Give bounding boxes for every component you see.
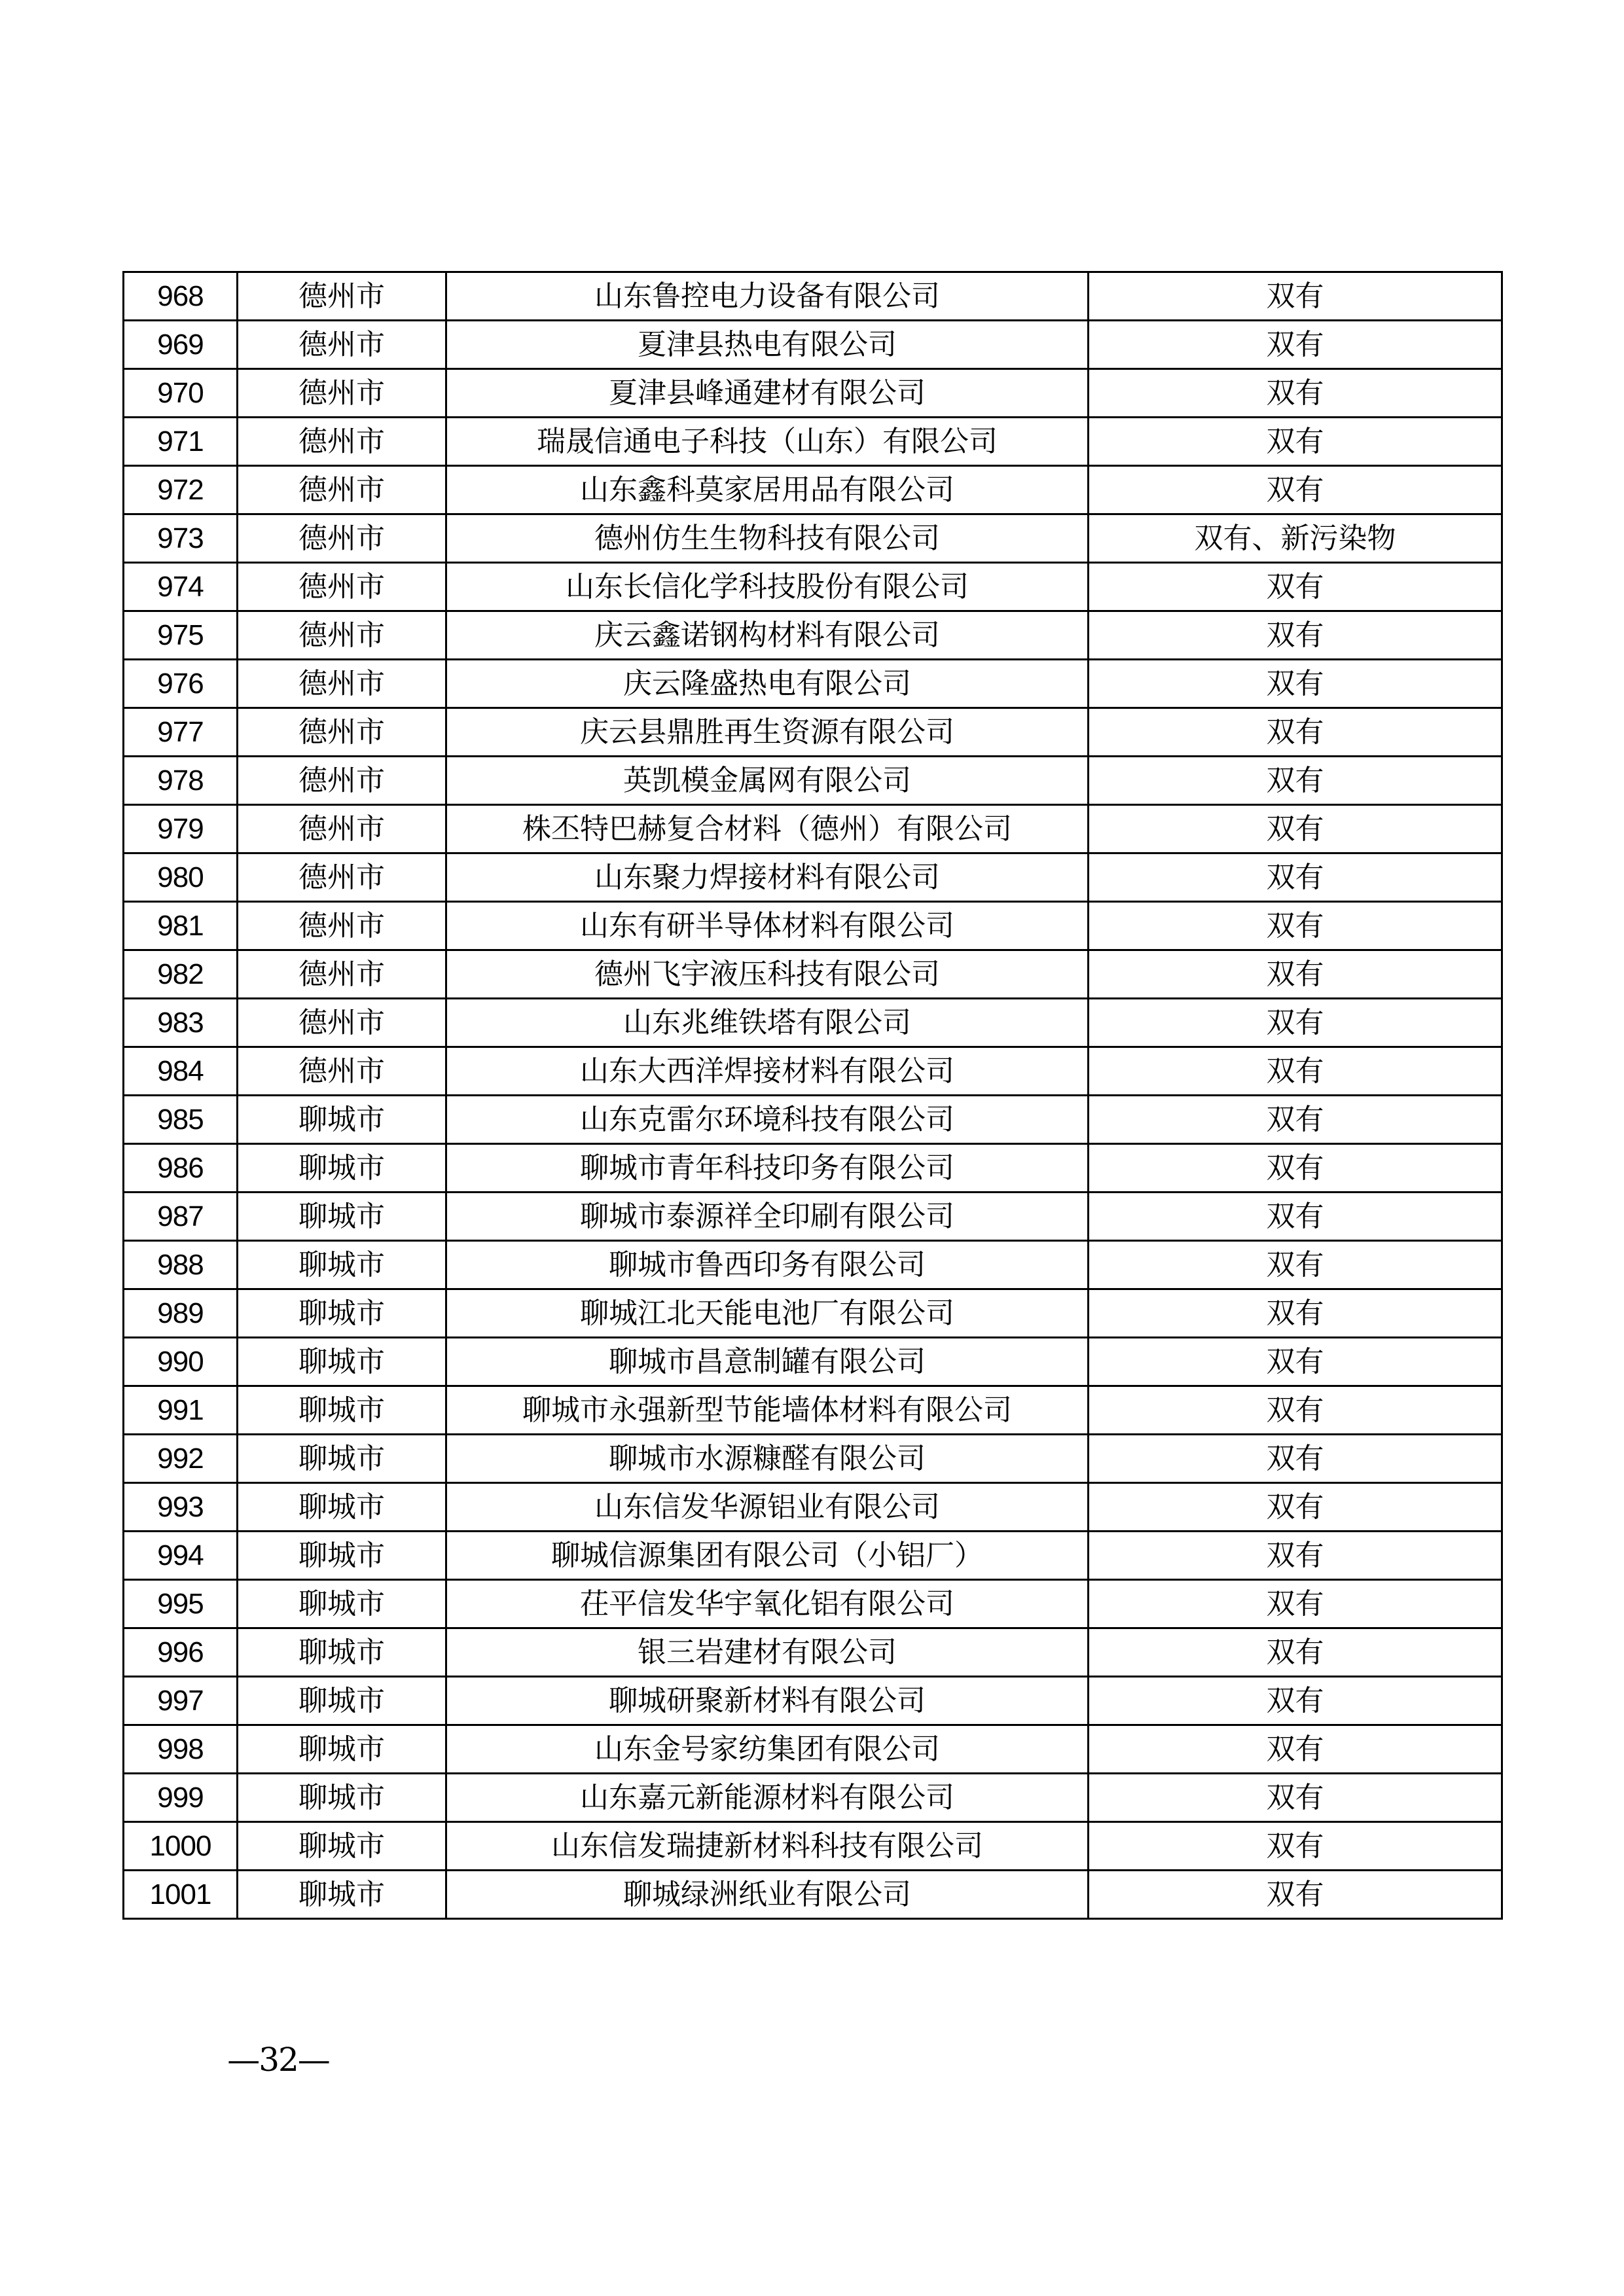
category-cell: 双有 — [1089, 660, 1502, 708]
table-row — [124, 1241, 1502, 1289]
table-row — [124, 853, 1502, 902]
city-cell: 德州市 — [238, 757, 446, 805]
city-cell: 德州市 — [238, 708, 446, 757]
table-row — [124, 708, 1502, 757]
table-row — [124, 1144, 1502, 1193]
row-number-cell: 982 — [124, 950, 238, 999]
category-cell: 双有 — [1089, 1677, 1502, 1725]
row-number-cell: 968 — [124, 272, 238, 321]
category-cell: 双有 — [1089, 466, 1502, 514]
table-row — [124, 1677, 1502, 1725]
table-row — [124, 1386, 1502, 1435]
company-name-cell: 山东兆维铁塔有限公司 — [446, 999, 1089, 1047]
city-cell: 聊城市 — [238, 1822, 446, 1871]
city-cell: 聊城市 — [238, 1338, 446, 1386]
city-cell: 德州市 — [238, 369, 446, 418]
company-name-cell: 聊城绿洲纸业有限公司 — [446, 1871, 1089, 1919]
row-number-cell: 990 — [124, 1338, 238, 1386]
table-row — [124, 1193, 1502, 1241]
category-cell: 双有 — [1089, 1338, 1502, 1386]
category-cell: 双有 — [1089, 1628, 1502, 1677]
table-row — [124, 514, 1502, 563]
row-number-cell: 999 — [124, 1774, 238, 1822]
city-cell: 德州市 — [238, 466, 446, 514]
company-name-cell: 山东嘉元新能源材料有限公司 — [446, 1774, 1089, 1822]
row-number-cell: 977 — [124, 708, 238, 757]
row-number-cell: 970 — [124, 369, 238, 418]
company-name-cell: 聊城研聚新材料有限公司 — [446, 1677, 1089, 1725]
table-row — [124, 1435, 1502, 1483]
row-number-cell: 974 — [124, 563, 238, 611]
company-name-cell: 山东长信化学科技股份有限公司 — [446, 563, 1089, 611]
category-cell: 双有 — [1089, 853, 1502, 902]
company-name-cell: 聊城江北天能电池厂有限公司 — [446, 1289, 1089, 1338]
table-row — [124, 272, 1502, 321]
table-row — [124, 1047, 1502, 1096]
company-name-cell: 聊城信源集团有限公司（小铝厂） — [446, 1532, 1089, 1580]
row-number-cell: 991 — [124, 1386, 238, 1435]
city-cell: 聊城市 — [238, 1677, 446, 1725]
table-row — [124, 563, 1502, 611]
city-cell: 德州市 — [238, 853, 446, 902]
table-row — [124, 1580, 1502, 1628]
row-number-cell: 981 — [124, 902, 238, 950]
table-row — [124, 369, 1502, 418]
company-name-cell: 瑞晟信通电子科技（山东）有限公司 — [446, 418, 1089, 466]
company-name-cell: 山东有研半导体材料有限公司 — [446, 902, 1089, 950]
city-cell: 德州市 — [238, 950, 446, 999]
city-cell: 聊城市 — [238, 1580, 446, 1628]
company-name-cell: 株丕特巴赫复合材料（德州）有限公司 — [446, 805, 1089, 853]
table-row — [124, 611, 1502, 660]
row-number-cell: 1001 — [124, 1871, 238, 1919]
category-cell: 双有 — [1089, 1483, 1502, 1532]
category-cell: 双有 — [1089, 1532, 1502, 1580]
table-row — [124, 1532, 1502, 1580]
city-cell: 德州市 — [238, 418, 446, 466]
company-name-cell: 茌平信发华宇氧化铝有限公司 — [446, 1580, 1089, 1628]
row-number-cell: 997 — [124, 1677, 238, 1725]
city-cell: 德州市 — [238, 321, 446, 369]
city-cell: 聊城市 — [238, 1532, 446, 1580]
table-row — [124, 321, 1502, 369]
table-row — [124, 1289, 1502, 1338]
category-cell: 双有 — [1089, 369, 1502, 418]
city-cell: 德州市 — [238, 660, 446, 708]
company-name-cell: 德州仿生生物科技有限公司 — [446, 514, 1089, 563]
city-cell: 聊城市 — [238, 1193, 446, 1241]
category-cell: 双有 — [1089, 1047, 1502, 1096]
category-cell: 双有 — [1089, 999, 1502, 1047]
company-name-cell: 山东信发瑞捷新材料科技有限公司 — [446, 1822, 1089, 1871]
category-cell: 双有 — [1089, 563, 1502, 611]
category-cell: 双有 — [1089, 708, 1502, 757]
table-row — [124, 757, 1502, 805]
table-row — [124, 1774, 1502, 1822]
row-number-cell: 987 — [124, 1193, 238, 1241]
row-number-cell: 986 — [124, 1144, 238, 1193]
city-cell: 德州市 — [238, 611, 446, 660]
city-cell: 聊城市 — [238, 1096, 446, 1144]
category-cell: 双有 — [1089, 757, 1502, 805]
table-row — [124, 466, 1502, 514]
table-row — [124, 1096, 1502, 1144]
row-number-cell: 969 — [124, 321, 238, 369]
category-cell: 双有 — [1089, 1289, 1502, 1338]
table-row — [124, 999, 1502, 1047]
city-cell: 德州市 — [238, 563, 446, 611]
company-name-cell: 银三岩建材有限公司 — [446, 1628, 1089, 1677]
company-name-cell: 山东信发华源铝业有限公司 — [446, 1483, 1089, 1532]
table-row — [124, 418, 1502, 466]
table-row — [124, 660, 1502, 708]
row-number-cell: 984 — [124, 1047, 238, 1096]
company-name-cell: 山东金号家纺集团有限公司 — [446, 1725, 1089, 1774]
category-cell: 双有 — [1089, 272, 1502, 321]
row-number-cell: 976 — [124, 660, 238, 708]
category-cell: 双有 — [1089, 1774, 1502, 1822]
row-number-cell: 971 — [124, 418, 238, 466]
row-number-cell: 973 — [124, 514, 238, 563]
row-number-cell: 972 — [124, 466, 238, 514]
city-cell: 聊城市 — [238, 1386, 446, 1435]
city-cell: 德州市 — [238, 1047, 446, 1096]
row-number-cell: 983 — [124, 999, 238, 1047]
category-cell: 双有 — [1089, 1144, 1502, 1193]
company-name-cell: 聊城市鲁西印务有限公司 — [446, 1241, 1089, 1289]
company-name-cell: 夏津县热电有限公司 — [446, 321, 1089, 369]
company-name-cell: 庆云隆盛热电有限公司 — [446, 660, 1089, 708]
category-cell: 双有 — [1089, 805, 1502, 853]
table-row — [124, 1483, 1502, 1532]
category-cell: 双有、新污染物 — [1089, 514, 1502, 563]
company-name-cell: 德州飞宇液压科技有限公司 — [446, 950, 1089, 999]
table-row — [124, 805, 1502, 853]
city-cell: 聊城市 — [238, 1628, 446, 1677]
company-name-cell: 聊城市水源糠醛有限公司 — [446, 1435, 1089, 1483]
row-number-cell: 975 — [124, 611, 238, 660]
row-number-cell: 978 — [124, 757, 238, 805]
row-number-cell: 996 — [124, 1628, 238, 1677]
city-cell: 德州市 — [238, 272, 446, 321]
row-number-cell: 1000 — [124, 1822, 238, 1871]
table-row — [124, 950, 1502, 999]
table-row — [124, 1871, 1502, 1919]
category-cell: 双有 — [1089, 1241, 1502, 1289]
row-number-cell: 993 — [124, 1483, 238, 1532]
city-cell: 聊城市 — [238, 1725, 446, 1774]
category-cell: 双有 — [1089, 1580, 1502, 1628]
city-cell: 聊城市 — [238, 1774, 446, 1822]
city-cell: 聊城市 — [238, 1435, 446, 1483]
category-cell: 双有 — [1089, 321, 1502, 369]
company-name-cell: 夏津县峰通建材有限公司 — [446, 369, 1089, 418]
row-number-cell: 988 — [124, 1241, 238, 1289]
company-name-cell: 聊城市泰源祥全印刷有限公司 — [446, 1193, 1089, 1241]
table-row — [124, 1338, 1502, 1386]
category-cell: 双有 — [1089, 950, 1502, 999]
category-cell: 双有 — [1089, 611, 1502, 660]
company-name-cell: 山东聚力焊接材料有限公司 — [446, 853, 1089, 902]
city-cell: 德州市 — [238, 514, 446, 563]
company-name-cell: 聊城市青年科技印务有限公司 — [446, 1144, 1089, 1193]
table-row — [124, 1725, 1502, 1774]
category-cell: 双有 — [1089, 1096, 1502, 1144]
city-cell: 聊城市 — [238, 1871, 446, 1919]
row-number-cell: 985 — [124, 1096, 238, 1144]
row-number-cell: 989 — [124, 1289, 238, 1338]
company-name-cell: 庆云鑫诺钢构材料有限公司 — [446, 611, 1089, 660]
city-cell: 德州市 — [238, 902, 446, 950]
category-cell: 双有 — [1089, 1386, 1502, 1435]
table-row — [124, 1822, 1502, 1871]
city-cell: 聊城市 — [238, 1144, 446, 1193]
category-cell: 双有 — [1089, 902, 1502, 950]
city-cell: 聊城市 — [238, 1483, 446, 1532]
city-cell: 聊城市 — [238, 1241, 446, 1289]
table-body — [124, 272, 1502, 1919]
table-row — [124, 902, 1502, 950]
category-cell: 双有 — [1089, 1822, 1502, 1871]
row-number-cell: 992 — [124, 1435, 238, 1483]
company-name-cell: 英凯模金属网有限公司 — [446, 757, 1089, 805]
row-number-cell: 980 — [124, 853, 238, 902]
category-cell: 双有 — [1089, 1725, 1502, 1774]
city-cell: 德州市 — [238, 805, 446, 853]
category-cell: 双有 — [1089, 1193, 1502, 1241]
company-name-cell: 山东鲁控电力设备有限公司 — [446, 272, 1089, 321]
company-name-cell: 庆云县鼎胜再生资源有限公司 — [446, 708, 1089, 757]
city-cell: 聊城市 — [238, 1289, 446, 1338]
company-name-cell: 山东大西洋焊接材料有限公司 — [446, 1047, 1089, 1096]
table-row — [124, 1628, 1502, 1677]
company-name-cell: 山东克雷尔环境科技有限公司 — [446, 1096, 1089, 1144]
row-number-cell: 979 — [124, 805, 238, 853]
page-number: —32— — [227, 2041, 329, 2079]
row-number-cell: 998 — [124, 1725, 238, 1774]
city-cell: 德州市 — [238, 999, 446, 1047]
company-name-cell: 聊城市昌意制罐有限公司 — [446, 1338, 1089, 1386]
enterprise-list-table — [122, 271, 1503, 1920]
category-cell: 双有 — [1089, 1435, 1502, 1483]
category-cell: 双有 — [1089, 1871, 1502, 1919]
category-cell: 双有 — [1089, 418, 1502, 466]
company-name-cell: 聊城市永强新型节能墙体材料有限公司 — [446, 1386, 1089, 1435]
company-name-cell: 山东鑫科莫家居用品有限公司 — [446, 466, 1089, 514]
row-number-cell: 995 — [124, 1580, 238, 1628]
row-number-cell: 994 — [124, 1532, 238, 1580]
